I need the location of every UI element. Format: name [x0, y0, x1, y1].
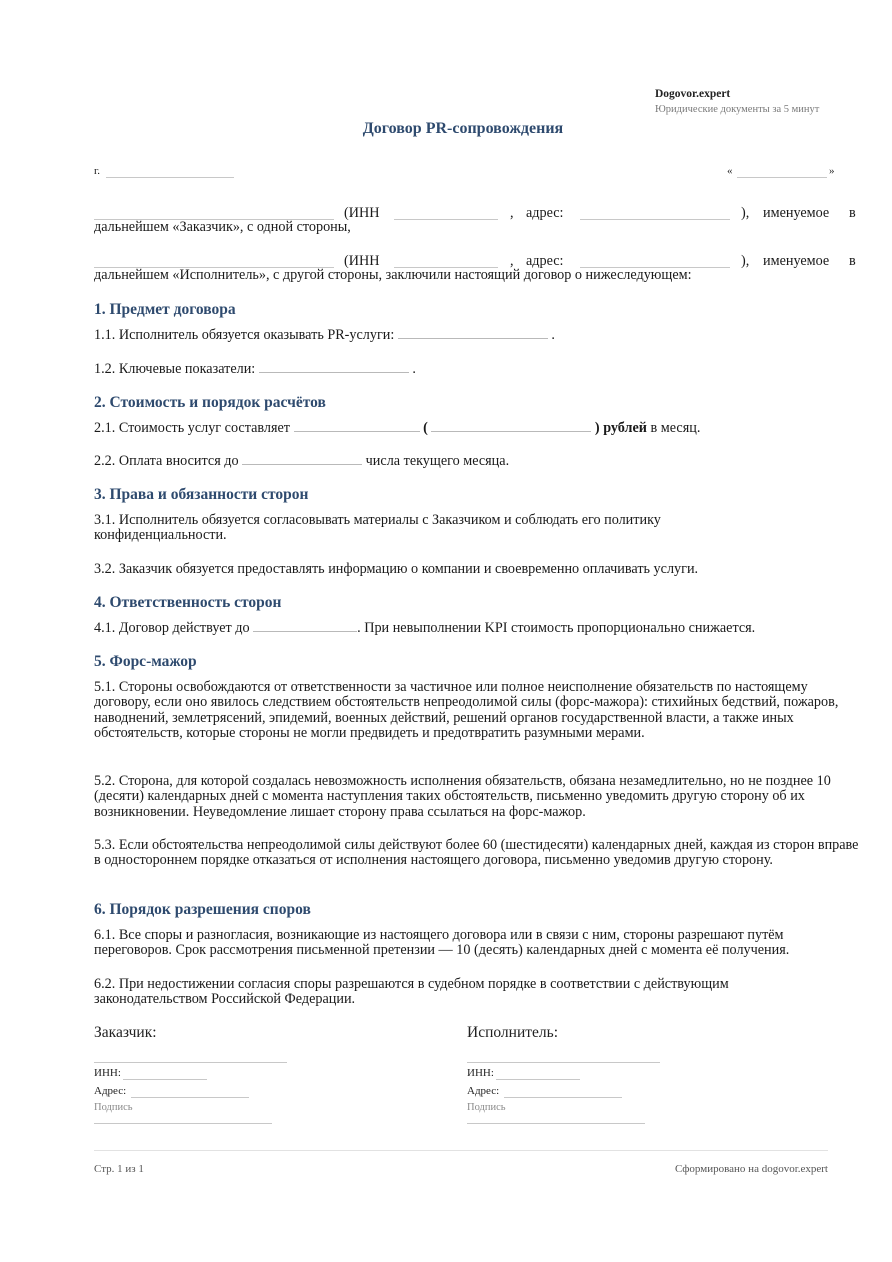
clause-2-1-text: 2.1. Стоимость услуг составляет — [94, 420, 290, 436]
clause-1-1-text: 1.1. Исполнитель обязуется оказывать PR-услуги: — [94, 327, 395, 343]
customer-address-field-label: Адрес: — [94, 1085, 127, 1097]
customer-inn-line — [123, 1079, 207, 1080]
customer-party-tail: дальнейшем «Заказчик», с одной стороны, — [94, 219, 351, 235]
contractor-close: ), — [741, 253, 750, 269]
date-blank — [737, 177, 827, 178]
customer-in: в — [849, 205, 856, 221]
clause-1-2-text: 1.2. Ключевые показатели: — [94, 361, 256, 377]
customer-signature-title: Заказчик: — [94, 1024, 157, 1041]
clause-2-2-end: числа текущего месяца. — [365, 453, 510, 469]
clause-6-1: 6.1. Все споры и разногласия, возникающие из настоящего договора или в связи с ним, стороны разрешают путём переговоров. Срок рассмотрения письменной претензии — 10 (десять) календарных дней с момента её получения. — [94, 927, 790, 959]
clause-3-2: 3.2. Заказчик обязуется предоставлять информацию о компании и своевременно оплачивать услуги. — [94, 561, 699, 577]
contractor-name-line — [467, 1062, 660, 1063]
contractor-inn-field-label: ИНН: — [467, 1067, 494, 1079]
generated-by: Сформировано на dogovor.expert — [674, 1163, 828, 1175]
brand-tagline: Юридические документы за 5 минут — [655, 104, 820, 115]
price-words-blank — [431, 421, 591, 432]
contractor-party-tail: дальнейшем «Исполнитель», с другой стороны, заключили настоящий договор о нижеследующем: — [94, 267, 692, 283]
clause-4-1-text: 4.1. Договор действует до — [94, 620, 250, 636]
clause-2-1-end: в месяц. — [650, 420, 701, 436]
contractor-in: в — [849, 253, 856, 269]
clause-1-2-end: . — [412, 361, 416, 377]
contractor-signature-title: Исполнитель: — [467, 1024, 559, 1041]
clause-5-1: 5.1. Стороны освобождаются от ответственности за частичное или полное неисполнение обязательств по настоящему договору, если оно явилось следствием обстоятельств непреодолимой силы (форс-мажора): стихийных бедствий, пожаров, наводнений, землетрясений, эпидемий, военных действий, решений органов государственной власти, а также иных обстоятельств, которые стороны не могли предвидеть и предотвратить разумными мерами. — [94, 679, 839, 742]
contractor-address-line — [504, 1097, 622, 1098]
city-blank — [106, 177, 234, 178]
clause-5-3: 5.3. Если обстоятельства непреодолимой силы действуют более 60 (шестидесяти) календарных дней, каждая из сторон вправе в одностороннем порядке отказаться от исполнения настоящего договора, письменно уведомив другую сторону. — [94, 837, 859, 869]
pr-services-blank — [398, 328, 548, 339]
customer-name-line — [94, 1062, 287, 1063]
contractor-address-field-label: Адрес: — [467, 1085, 500, 1097]
clause-5-2: 5.2. Сторона, для которой создалась невозможность исполнения обязательств, обязана незамедлительно, но не позднее 10 (десяти) календарных дней с момента наступления таких обстоятельств, письменно уведомить другую сторону об их возникновении. Неуведомление лишает сторону права ссылаться на форс-мажор. — [94, 773, 831, 820]
contractor-address-label: адрес: — [526, 253, 564, 269]
clause-2-2-text: 2.2. Оплата вносится до — [94, 453, 239, 469]
customer-sign-label: Подпись — [94, 1102, 133, 1113]
contractor-inn-label: (ИНН — [344, 253, 380, 269]
clause-1-1-end: . — [551, 327, 555, 343]
contractor-sign-line — [467, 1123, 645, 1124]
customer-sign-line — [94, 1123, 272, 1124]
clause-2-1 — [94, 421, 859, 436]
term-date-blank — [253, 621, 357, 632]
section-5-heading: 5. Форс-мажор — [94, 653, 197, 670]
customer-close: ), — [741, 205, 750, 221]
section-2-heading: 2. Стоимость и порядок расчётов — [94, 394, 326, 411]
customer-inn-field-label: ИНН: — [94, 1067, 121, 1079]
contractor-comma: , — [510, 253, 514, 269]
price-currency: ) рублей — [594, 420, 647, 436]
contractor-named: именуемое — [763, 253, 830, 269]
payment-day-blank — [242, 454, 362, 465]
date-quote-close: » — [829, 165, 835, 177]
price-paren-open: ( — [423, 420, 428, 436]
price-digits-blank — [294, 421, 420, 432]
customer-address-label: адрес: — [526, 205, 564, 221]
section-3-heading: 3. Права и обязанности сторон — [94, 486, 309, 503]
customer-comma: , — [510, 205, 514, 221]
section-1-heading: 1. Предмет договора — [94, 301, 236, 318]
contractor-inn-line — [496, 1079, 580, 1080]
clause-6-2: 6.2. При недостижении согласия споры разрешаются в судебном порядке в соответствии с действующим законодательством Российской Федерации. — [94, 976, 729, 1008]
section-4-heading: 4. Ответственность сторон — [94, 594, 282, 611]
clause-4-1 — [94, 621, 859, 636]
city-prefix: г. — [94, 165, 101, 177]
clause-4-1-end: . При невыполнении KPI стоимость пропорционально снижается. — [357, 620, 756, 636]
clause-2-2 — [94, 454, 859, 469]
clause-1-2 — [94, 362, 859, 377]
clause-1-1 — [94, 328, 859, 343]
page-number: Стр. 1 из 1 — [94, 1163, 144, 1175]
customer-address-line — [131, 1097, 249, 1098]
section-6-heading: 6. Порядок разрешения споров — [94, 901, 311, 918]
contractor-sign-label: Подпись — [467, 1102, 506, 1113]
brand-name: Dogovor.expert — [655, 88, 731, 100]
clause-3-1: 3.1. Исполнитель обязуется согласовывать материалы с Заказчиком и соблюдать его политику конфиденциальности. — [94, 512, 661, 544]
date-quote-open: « — [727, 165, 733, 177]
footer-divider — [94, 1150, 828, 1151]
customer-named: именуемое — [763, 205, 830, 221]
kpi-blank — [259, 362, 409, 373]
document-title: Договор PR-сопровождения — [362, 120, 564, 137]
customer-inn-label: (ИНН — [344, 205, 380, 221]
